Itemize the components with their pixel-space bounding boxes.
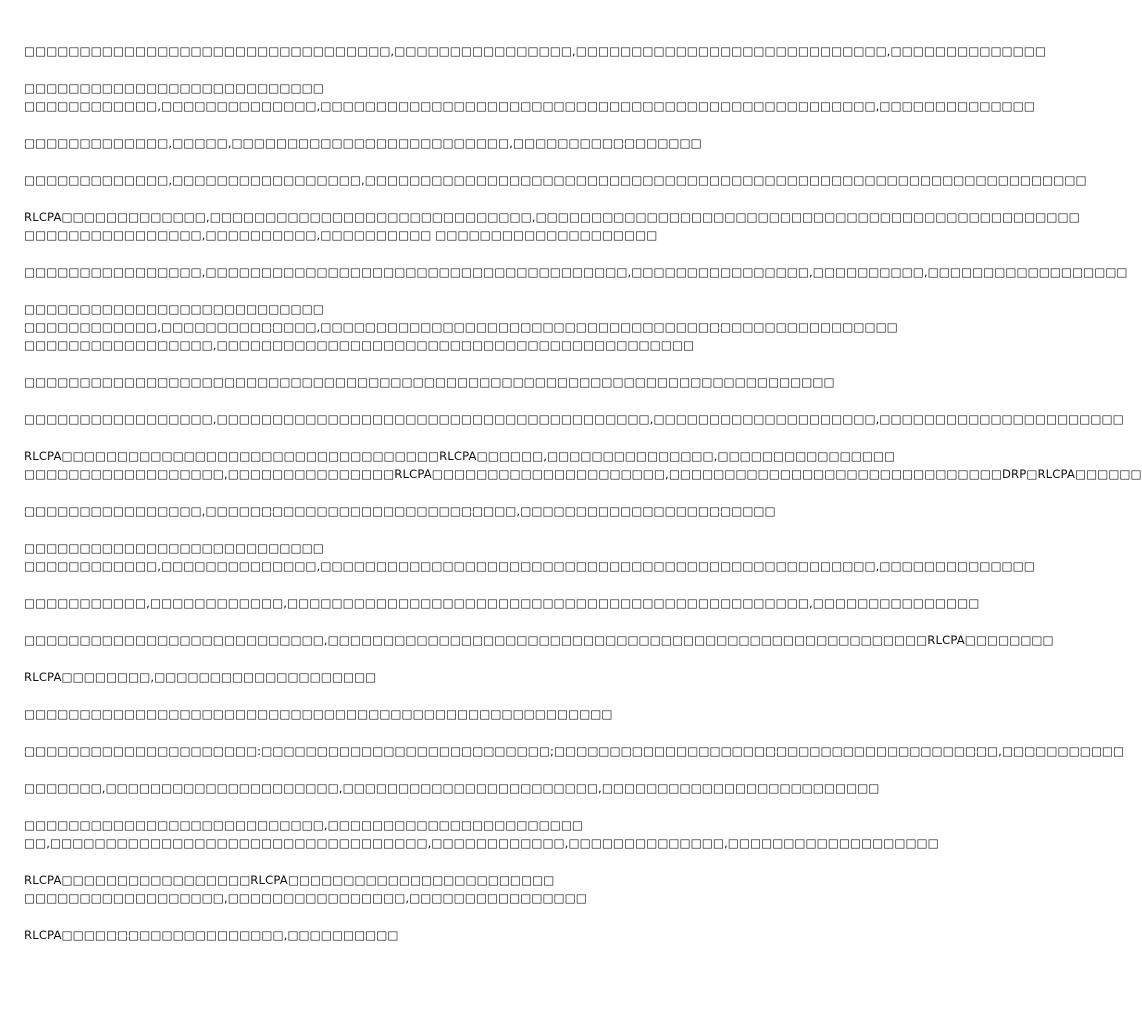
text-line: □□□□□□□□□□□□□□□□□□□□□□□□□□□□□□□□□,□□□□□□□□□□□□□□□□,□□□□□□□□□□□□□□□□□□□□□□□□□□□□,□□□□□□□□□□□□□□ [24, 44, 1046, 58]
paragraph [24, 208, 1080, 244]
paragraph [24, 300, 898, 354]
paragraph [24, 410, 1124, 428]
paragraph [24, 816, 939, 852]
text-line: □□□□□□□□□□□□□□□□□□□□□□□□□□□ [24, 541, 324, 555]
text-line: □□□□□□□□□□□□,□□□□□□□□□□□□□□,□□□□□□□□□□□□□□□□□□□□□□□□□□□□□□□□□□□□□□□□□□□□□□□□□□,□□□□□□□□□□□□□□ [24, 99, 1035, 113]
text-line: □□□□□□□□□□□□□,□□□□□,□□□□□□□□□□□□□□□□□□□□□□□□□,□□□□□□□□□□□□□□□□□ [24, 136, 702, 150]
text-line: □□□□□□□□□□□□□□□□□□□□□□□□□□□□□□□□□□□□□□□□□□□□□□□□□□□□□□□□□□□□□□□□□□□□□□□□□ [24, 375, 835, 389]
paragraph [24, 447, 1142, 483]
paragraph [24, 779, 880, 797]
text-line: □□□□□□□□□□□□□□□□□□□□□□□□□□□ [24, 302, 324, 316]
paragraph [24, 171, 1087, 189]
text-line: □□,□□□□□□□□□□□□□□□□□□□□□□□□□□□□□□□□□□,□□□□□□□□□□□□,□□□□□□□□□□□□□□,□□□□□□□□□□□□□□□□□□□ [24, 836, 939, 850]
text-line: □□□□□□□□□□□□□□□□□□□□□□□□□□□,□□□□□□□□□□□□□□□□□□□□□□□□□□□□□□□□□□□□□□□□□□□□□□□□□□□□□□RLCPA□□□□□□□□ [24, 633, 1054, 647]
paragraph [24, 263, 1128, 281]
paragraph [24, 631, 1054, 649]
paragraph [24, 594, 980, 612]
text-line: □□□□□□□□□□□□□□□□□□□□□□□□□□□□□□□□□□□□□□□□□□□□□□□□□□□□□ [24, 707, 613, 721]
paragraph [24, 926, 696, 944]
paragraph [24, 134, 702, 152]
text-line: □□□□□□□□□□□□□□□□□,□□□□□□□□□□□□□□□□□□□□□□□□□□□□□□□□□□□□□□□□□□□ [24, 338, 695, 352]
text-line: □□□□□□□□□□□,□□□□□□□□□□□□,□□□□□□□□□□□□□□□□□□□□□□□□□□□□□□□□□□□□□□□□□□□□□□□,□□□□□□□□□□□□□□□ [24, 596, 980, 610]
text-line: □□□□□□□□□□□□□,□□□□□□□□□□□□□□□□□,□□□□□□□□□□□□□□□□□□□□□□□□□□□□□□□□□□□□□□□□□□□□□□□□□□□□□□□□□□□□□□□□□ [24, 173, 1087, 187]
text-line: □□□□□□□□□□□□□□□□□□,□□□□□□□□□□□□□□□□,□□□□□□□□□□□□□□□□ [24, 891, 587, 905]
document-body [24, 42, 1142, 963]
text-line: □□□□□□□□□□□□□□□□□□,□□□□□□□□□□□□□□□RLCPA□□□□□□□□□□□□□□□□□□□□□,□□□□□□□□□□□□□□□□□□□□□□□□□□□□□□DRP□RLCPA□□□□□□ [24, 467, 1142, 481]
text-line: RLCPA□□□□□□□□,□□□□□□□□□□□□□□□□□□□□ [24, 670, 377, 684]
text-line: □□□□□□□□□□□□,□□□□□□□□□□□□□□,□□□□□□□□□□□□□□□□□□□□□□□□□□□□□□□□□□□□□□□□□□□□□□□□□□,□□□□□□□□□□□□□□ [24, 559, 1035, 573]
paragraph [24, 539, 1035, 575]
paragraph [24, 502, 776, 520]
text-line: RLCPA□□□□□□□□□□□□□□□□□□□□□□□□□□□□□□□□□□RLCPA□□□□□□,□□□□□□□□□□□□□□□,□□□□□□□□□□□□□□□□ [24, 449, 896, 463]
paragraph [24, 42, 1046, 60]
text-line: RLCPA□□□□□□□□□□□□□□□□□□□□,□□□□□□□□□□ [24, 928, 399, 942]
text-line: □□□□□□□,□□□□□□□□□□□□□□□□□□□□□,□□□□□□□□□□□□□□□□□□□□□□□,□□□□□□□□□□□□□□□□□□□□□□□□□ [24, 781, 880, 795]
paragraph [24, 668, 696, 686]
text-line: □□□□□□□□□□□□□□□□,□□□□□□□□□□□□□□□□□□□□□□□□□□□□□□□□□□□□□□,□□□□□□□□□□□□□□□□,□□□□□□□□□□,□□□□□□□□□□□□□□□□□□ [24, 265, 1128, 279]
text-line: RLCPA□□□□□□□□□□□□□□□□□RLCPA□□□□□□□□□□□□□□□□□□□□□□□□ [24, 873, 555, 887]
paragraph [24, 871, 696, 907]
paragraph [24, 373, 835, 391]
text-line: □□□□□□□□□□□□□□□□□□□□□:□□□□□□□□□□□□□□□□□□□□□□□□□□;□□□□□□□□□□□□□□□□□□□□□□□□□□□□□□□□□□□□□□□□,□□□□□□□□□□□ [24, 744, 1125, 758]
text-line: □□□□□□□□□□□□,□□□□□□□□□□□□□□,□□□□□□□□□□□□□□□□□□□□□□□□□□□□□□□□□□□□□□□□□□□□□□□□□□□□ [24, 320, 898, 334]
paragraph [24, 742, 1125, 760]
text-line: □□□□□□□□□□□□□□□□□□□□□□□□□□□,□□□□□□□□□□□□□□□□□□□□□□□ [24, 818, 584, 832]
paragraph [24, 79, 1035, 115]
text-line: □□□□□□□□□□□□□□□□,□□□□□□□□□□,□□□□□□□□□□ □□□□□□□□□□□□□□□□□□□□ [24, 228, 658, 242]
text-line: RLCPA□□□□□□□□□□□□□,□□□□□□□□□□□□□□□□□□□□□□□□□□□□□,□□□□□□□□□□□□□□□□□□□□□□□□□□□□□□□□□□□□□□□□□□□□□□□□□ [24, 210, 1080, 224]
paragraph [24, 705, 696, 723]
text-line: □□□□□□□□□□□□□□□□□□□□□□□□□□□ [24, 81, 324, 95]
text-line: □□□□□□□□□□□□□□□□□,□□□□□□□□□□□□□□□□□□□□□□□□□□□□□□□□□□□□□□□,□□□□□□□□□□□□□□□□□□□□,□□□□□□□□□□□□□□□□□□□□□□ [24, 412, 1124, 426]
text-line: □□□□□□□□□□□□□□□□,□□□□□□□□□□□□□□□□□□□□□□□□□□□□,□□□□□□□□□□□□□□□□□□□□□□□ [24, 504, 776, 518]
